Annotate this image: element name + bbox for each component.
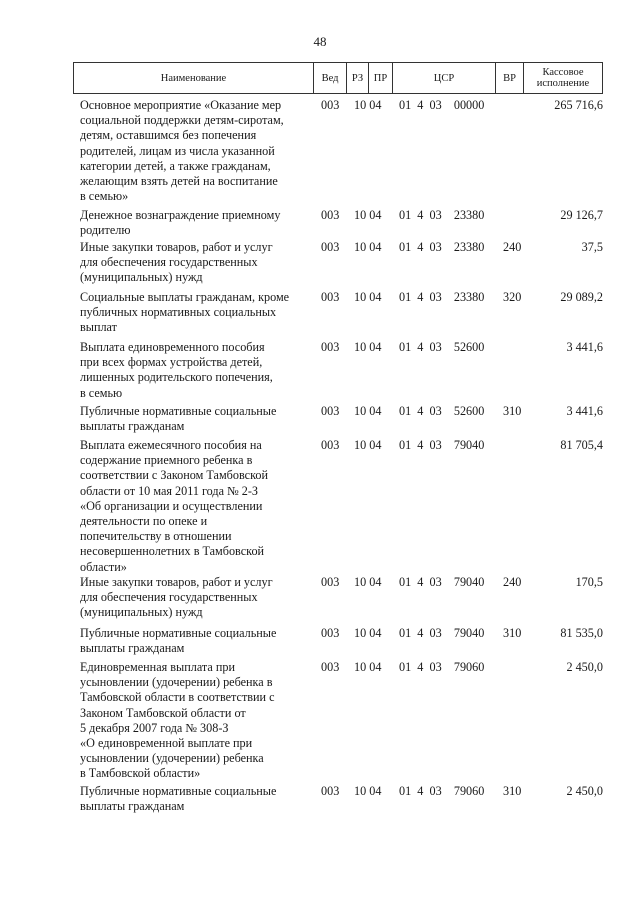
row-name	[80, 404, 310, 434]
row-amount: 29 089,2	[560, 290, 603, 304]
row-name-line: Публичные нормативные социальные	[80, 404, 277, 418]
row-name-line: выплаты гражданам	[80, 419, 185, 434]
row-name	[80, 438, 310, 575]
row-name-line: (муниципальных) нужд	[80, 605, 203, 620]
row-name-line: публичных нормативных социальных	[80, 305, 277, 320]
row-ved: 003	[321, 98, 340, 112]
page-number: 48	[313, 34, 327, 49]
row-name-line: попечительству в отношении	[80, 529, 232, 544]
row-name	[80, 575, 310, 621]
row-name-line: в Тамбовской области»	[80, 766, 201, 781]
header-vr: ВР	[496, 63, 524, 93]
row-csr: 01 4 03 00000	[399, 98, 485, 112]
row-vr: 240	[503, 240, 522, 254]
row-name-line: выплаты гражданам	[80, 799, 185, 814]
row-name	[80, 660, 310, 782]
row-name-line: Тамбовской области в соответствии с	[80, 690, 275, 705]
row-name-line: Иные закупки товаров, работ и услуг	[80, 575, 273, 589]
row-name-line: деятельности по опеке и	[80, 514, 208, 529]
row-name-line: для обеспечения государственных	[80, 590, 258, 605]
row-name-line: в семью	[80, 385, 123, 400]
row-vr: 240	[503, 575, 522, 589]
row-name-line: (муниципальных) нужд	[80, 270, 203, 285]
row-rzpr: 10 04	[354, 240, 382, 254]
row-name-line: области»	[80, 559, 127, 574]
row-name-line: Иные закупки товаров, работ и услуг	[80, 240, 273, 254]
row-name-line: в семью»	[80, 189, 129, 204]
row-name	[80, 98, 310, 204]
row-name-line: родителей, лицам из числа указанной	[80, 143, 275, 158]
row-csr: 01 4 03 79060	[399, 784, 485, 798]
row-rzpr: 10 04	[354, 404, 382, 418]
row-amount: 265 716,6	[554, 98, 603, 112]
row-csr: 01 4 03 79060	[399, 660, 485, 674]
row-ved: 003	[321, 626, 340, 640]
row-name-line: усыновлении (удочерении) ребенка в	[80, 675, 273, 690]
row-amount: 2 450,0	[566, 784, 603, 798]
row-ved: 003	[321, 784, 340, 798]
header-name: Наименование	[74, 63, 314, 93]
row-amount: 37,5	[581, 240, 603, 254]
row-rzpr: 10 04	[354, 208, 382, 222]
row-amount: 81 535,0	[560, 626, 603, 640]
row-name-line: выплат	[80, 320, 117, 335]
row-csr: 01 4 03 52600	[399, 340, 485, 354]
header-amount-line1: Кассовое	[542, 67, 584, 78]
row-name-line: «О единовременной выплате при	[80, 736, 253, 751]
row-csr: 01 4 03 52600	[399, 404, 485, 418]
row-rzpr: 10 04	[354, 626, 382, 640]
row-name-line: для обеспечения государственных	[80, 255, 258, 270]
row-amount: 3 441,6	[566, 340, 603, 354]
row-csr: 01 4 03 23380	[399, 208, 485, 222]
row-name-line: соответствии с Законом Тамбовской	[80, 468, 268, 483]
row-ved: 003	[321, 404, 340, 418]
row-name-line: Единовременная выплата при	[80, 660, 235, 674]
row-ved: 003	[321, 438, 340, 452]
row-rzpr: 10 04	[354, 438, 382, 452]
row-rzpr: 10 04	[354, 784, 382, 798]
row-name-line: Социальные выплаты гражданам, кроме	[80, 290, 290, 304]
row-name	[80, 784, 310, 814]
row-name-line: содержание приемного ребенка в	[80, 453, 253, 468]
row-name-line: желающим взять детей на воспитание	[80, 174, 278, 189]
row-vr: 310	[503, 404, 522, 418]
header-amount	[524, 63, 602, 93]
row-name-line: несовершеннолетних в Тамбовской	[80, 544, 265, 559]
header-ved: Вед	[314, 63, 347, 93]
row-name-line: Выплата ежемесячного пособия на	[80, 438, 262, 452]
row-rzpr: 10 04	[354, 290, 382, 304]
row-name-line: области от 10 мая 2011 года № 2-З	[80, 483, 259, 498]
row-name-line: усыновлении (удочерении) ребенка	[80, 751, 264, 766]
row-name	[80, 208, 310, 238]
row-name-line: Денежное вознаграждение приемному	[80, 208, 281, 222]
row-csr: 01 4 03 23380	[399, 240, 485, 254]
table-header	[73, 62, 603, 94]
row-name-line: детям, оставшимся без попечения	[80, 128, 257, 143]
row-name-line: лишенных родительского попечения,	[80, 370, 273, 385]
row-csr: 01 4 03 79040	[399, 438, 485, 452]
row-amount: 29 126,7	[560, 208, 603, 222]
row-name-line: социальной поддержки детям-сиротам,	[80, 113, 284, 128]
row-ved: 003	[321, 290, 340, 304]
row-csr: 01 4 03 79040	[399, 626, 485, 640]
row-rzpr: 10 04	[354, 660, 382, 674]
row-vr: 310	[503, 626, 522, 640]
header-csr: ЦСР	[393, 63, 496, 93]
row-amount: 3 441,6	[566, 404, 603, 418]
header-amount-line2: исполнение	[536, 78, 590, 89]
row-csr: 01 4 03 79040	[399, 575, 485, 589]
row-name-line: Публичные нормативные социальные	[80, 626, 277, 640]
row-name	[80, 240, 310, 286]
row-amount: 170,5	[575, 575, 603, 589]
row-name-line: при всех формах устройства детей,	[80, 355, 263, 370]
row-name-line: Основное мероприятие «Оказание мер	[80, 98, 282, 112]
row-ved: 003	[321, 208, 340, 222]
row-name-line: Законом Тамбовской области от	[80, 705, 246, 720]
row-name	[80, 340, 310, 401]
row-name-line: Публичные нормативные социальные	[80, 784, 277, 798]
row-name-line: Выплата единовременного пособия	[80, 340, 265, 354]
row-amount: 2 450,0	[566, 660, 603, 674]
row-name-line: выплаты гражданам	[80, 641, 185, 656]
row-ved: 003	[321, 240, 340, 254]
row-amount: 81 705,4	[560, 438, 603, 452]
row-name-line: родителю	[80, 223, 131, 238]
row-rzpr: 10 04	[354, 98, 382, 112]
row-name-line: 5 декабря 2007 года № 308-З	[80, 720, 229, 735]
header-pr: ПР	[369, 63, 393, 93]
row-vr: 310	[503, 784, 522, 798]
row-ved: 003	[321, 660, 340, 674]
row-rzpr: 10 04	[354, 340, 382, 354]
row-name-line: «Об организации и осуществлении	[80, 498, 263, 513]
row-name	[80, 290, 310, 336]
row-rzpr: 10 04	[354, 575, 382, 589]
row-ved: 003	[321, 575, 340, 589]
row-name	[80, 626, 310, 656]
header-rz: РЗ	[347, 63, 369, 93]
row-name-line: категории детей, а также гражданам,	[80, 158, 271, 173]
row-vr: 320	[503, 290, 522, 304]
row-ved: 003	[321, 340, 340, 354]
row-csr: 01 4 03 23380	[399, 290, 485, 304]
